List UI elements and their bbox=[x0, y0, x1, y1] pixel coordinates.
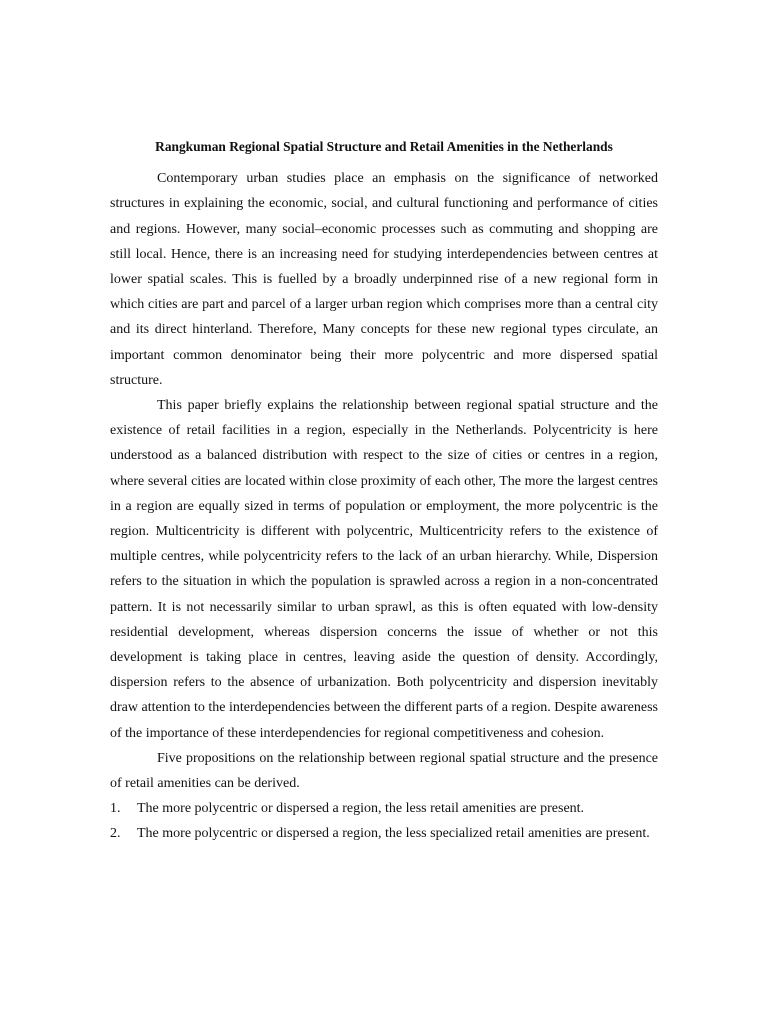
list-item-number: 2. bbox=[110, 826, 121, 842]
propositions-list bbox=[110, 796, 658, 846]
paragraph-propositions-intro: Five propositions on the relationship between regional spatial structure and the presence of retail amenities can be derived. bbox=[110, 750, 658, 792]
list-item-number: 1. bbox=[110, 801, 121, 817]
list-item bbox=[110, 821, 658, 846]
paragraph-intro: Contemporary urban studies place an emphasis on the significance of networked structures in explaining the economic, social, and cultural functioning and performance of cities and regions. However, many social–economic processes such as commuting and shopping are still local. Hence, there is an increasing need for studying interdependencies between centres at lower spatial scales. This is fuelled by a broadly underpinned rise of a new regional form in which cities are part and parcel of a larger urban region which comprises more than a central city and its direct hinterland. Therefore, Many concepts for these new regional types circulate, an important common denominator being their more polycentric and more dispersed spatial structure. bbox=[110, 171, 658, 388]
paragraph-polycentricity: This paper briefly explains the relationship between regional spatial structure and the existence of retail facilities in a region, especially in the Netherlands. Polycentricity is here understood as a balanced distribution with respect to the size of cities or centres in a region, where several cities are located within close proximity of each other, The more the largest centres in a region are equally sized in terms of population or employment, the more polycentric is the region. Multicentricity is different with polycentric, Multicentricity refers to the existence of multiple centres, while polycentricity refers to the lack of an urban hierarchy. While, Dispersion refers to the situation in which the population is sprawled across a region in a non-concentrated pattern. It is not necessarily similar to urban sprawl, as this is often equated with low-density residential development, whereas dispersion concerns the issue of whether or not this development is taking place in centres, leaving aside the question of density. Accordingly, dispersion refers to the absence of urbanization. Both polycentricity and dispersion inevitably draw attention to the interdependencies between the different parts of a region. Despite awareness of the importance of these interdependencies for regional competitiveness and cohesion. bbox=[110, 398, 658, 741]
document-title: Rangkuman Regional Spatial Structure and Retail Amenities in the Netherlands bbox=[155, 139, 613, 154]
list-item-text: The more polycentric or dispersed a region, the less specialized retail amenities are present. bbox=[137, 826, 650, 842]
list-item-text: The more polycentric or dispersed a region, the less retail amenities are present. bbox=[137, 801, 585, 817]
document-page bbox=[110, 134, 658, 847]
list-item bbox=[110, 796, 658, 821]
